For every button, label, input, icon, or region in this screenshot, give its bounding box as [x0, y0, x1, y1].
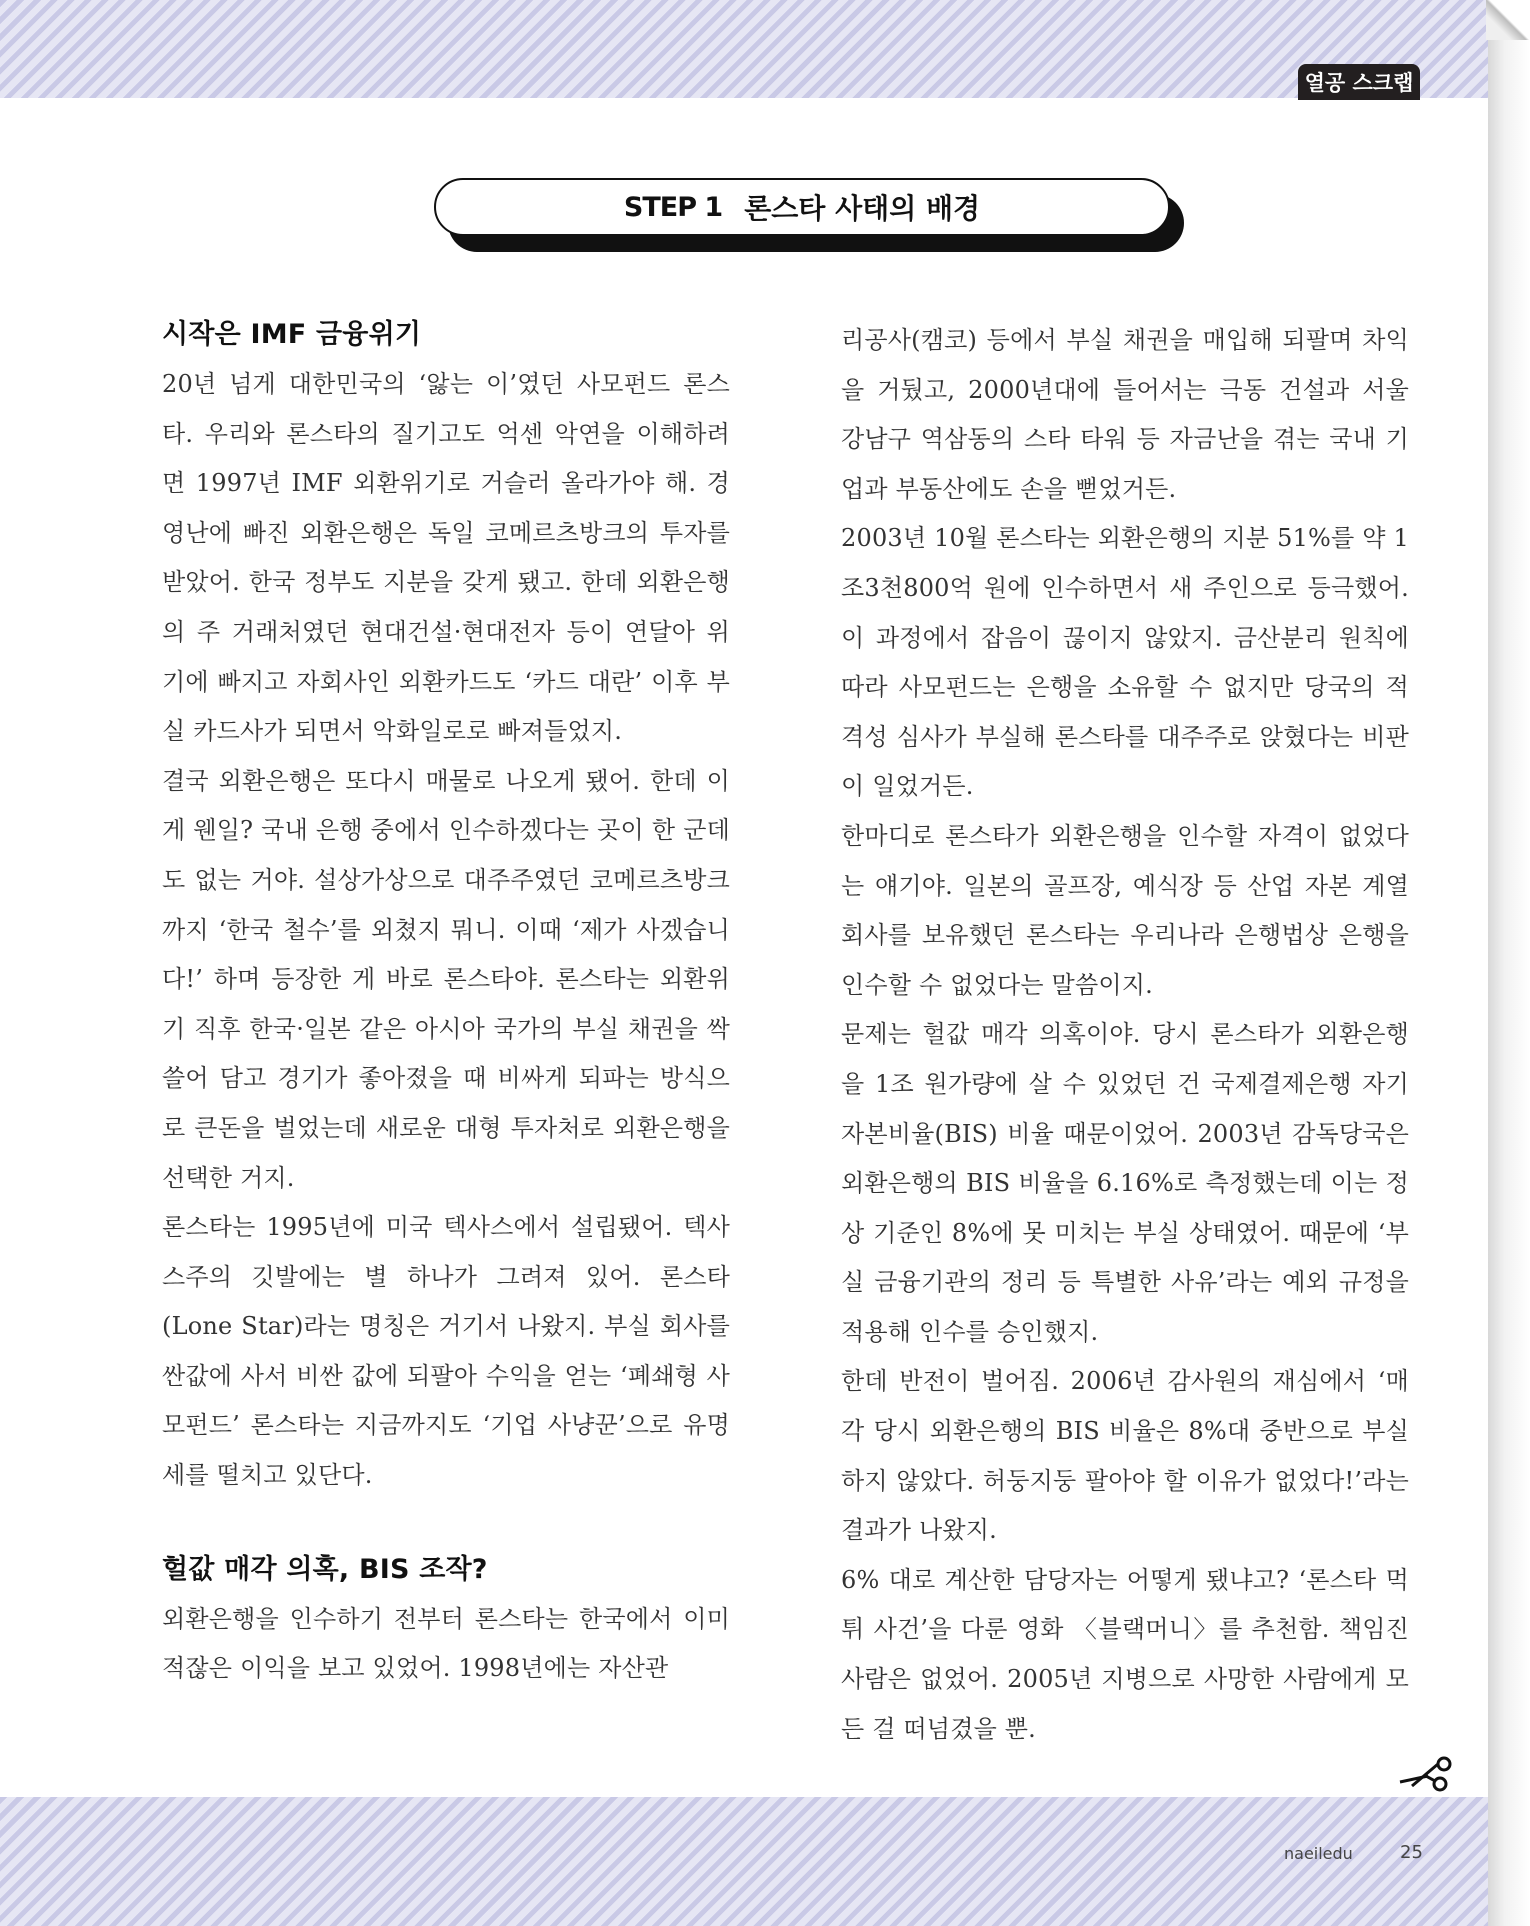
page-corner-fold: [1486, 0, 1530, 40]
footer-brand: naeiledu: [1284, 1844, 1353, 1863]
page-edge-shadow: [1488, 0, 1530, 1926]
step-banner: [434, 178, 1170, 236]
paragraph: 결국 외환은행은 또다시 매물로 나오게 됐어. 한데 이게 웬일? 국내 은행 중에서 인수하겠다는 곳이 한 군데도 없는 거야. 설상가상으로 대주주였던 코메르츠방크까지 ‘한국 철수’를 외쳤지 뭐니. 이때 ‘제가 사겠습니다!’ 하며 등장한 게 바로 론스타야. 론스타는 외환위기 직후 한국·일본 같은 아시아 국가의 부실 채권을 싹 쓸어 담고 경기가 좋아졌을 때 비싸게 되파는 방식으로 큰돈을 벌었는데 새로운 대형 투자처로 외환은행을 선택한 거지.: [162, 766, 730, 1192]
section-heading: 헐값 매각 의혹, BIS 조작?: [162, 1553, 488, 1585]
page-number: 25: [1400, 1842, 1423, 1863]
paragraph: 외환은행을 인수하기 전부터 론스타는 한국에서 이미 적잖은 이익을 보고 있었어. 1998년에는 자산관: [162, 1604, 730, 1683]
section-tag: 열공 스크랩: [1298, 64, 1420, 100]
section-heading: 시작은 IMF 금융위기: [162, 319, 422, 350]
paragraph: 2003년 10월 론스타는 외환은행의 지분 51%를 약 1조3천800억 원에 인수하면서 새 주인으로 등극했어. 이 과정에서 잡음이 끊이지 않았지. 금산분리 원칙에 따라 사모펀드는 은행을 소유할 수 없지만 당국의 적격성 심사가 부실해 론스타를 대주주로 앉혔다는 비판이 일었거든.: [841, 524, 1409, 801]
paragraph: 리공사(캠코) 등에서 부실 채권을 매입해 되팔며 차익을 거뒀고, 2000년대에 들어서는 극동 건설과 서울 강남구 역삼동의 스타 타워 등 자금난을 겪는 국내 기업과 부동산에도 손을 뻗었거든.: [841, 326, 1409, 503]
step-number: STEP 1: [623, 191, 723, 223]
paragraph: 20년 넘게 대한민국의 ‘앓는 이’였던 사모펀드 론스타. 우리와 론스타의 질기고도 억센 악연을 이해하려면 1997년 IMF 외환위기로 거슬러 올라가야 해. 경영난에 빠진 외환은행은 독일 코메르츠방크의 투자를 받았어. 한국 정부도 지분을 갖게 됐고. 한데 외환은행의 주 거래처였던 현대건설·현대전자 등이 연달아 위기에 빠지고 자회사인 외환카드도 ‘카드 대란’ 이후 부실 카드사가 되면서 악화일로로 빠져들었지.: [162, 370, 730, 746]
right-column: [841, 316, 1409, 1754]
step-title: 론스타 사태의 배경: [744, 192, 981, 225]
paragraph: 문제는 헐값 매각 의혹이야. 당시 론스타가 외환은행을 1조 원가량에 살 수 있었던 건 국제결제은행 자기자본비율(BIS) 비율 때문이었어. 2003년 감독당국은 외환은행의 BIS 비율을 6.16%로 측정했는데 이는 정상 기준인 8%에 못 미치는 부실 상태였어. 때문에 ‘부실 금융기관의 정리 등 특별한 사유’라는 예외 규정을 적용해 인수를 승인했지.: [841, 1020, 1409, 1346]
paragraph: 론스타는 1995년에 미국 텍사스에서 설립됐어. 텍사스주의 깃발에는 별 하나가 그려져 있어. 론스타(Lone Star)라는 명칭은 거기서 나왔지. 부실 회사를 싼값에 사서 비싼 값에 되팔아 수익을 얻는 ‘폐쇄형 사모펀드’ 론스타는 지금까지도 ‘기업 사냥꾼’으로 유명세를 떨치고 있단다.: [162, 1213, 730, 1490]
left-column: [162, 310, 730, 1694]
scissors-icon: [1398, 1756, 1456, 1796]
paragraph: 6% 대로 계산한 담당자는 어떻게 됐냐고? ‘론스타 먹튀 사건’을 다룬 영화 〈블랙머니〉를 추천함. 책임진 사람은 없었어. 2005년 지병으로 사망한 사람에게 모든 걸 떠넘겼을 뿐.: [841, 1565, 1409, 1743]
paragraph: 한마디로 론스타가 외환은행을 인수할 자격이 없었다는 얘기야. 일본의 골프장, 예식장 등 산업 자본 계열 회사를 보유했던 론스타는 우리나라 은행법상 은행을 인수할 수 없었다는 말씀이지.: [841, 821, 1409, 999]
paragraph: 한데 반전이 벌어짐. 2006년 감사원의 재심에서 ‘매각 당시 외환은행의 BIS 비율은 8%대 중반으로 부실하지 않았다. 허둥지둥 팔아야 할 이유가 없었다!’라는 결과가 나왔지.: [841, 1367, 1409, 1545]
